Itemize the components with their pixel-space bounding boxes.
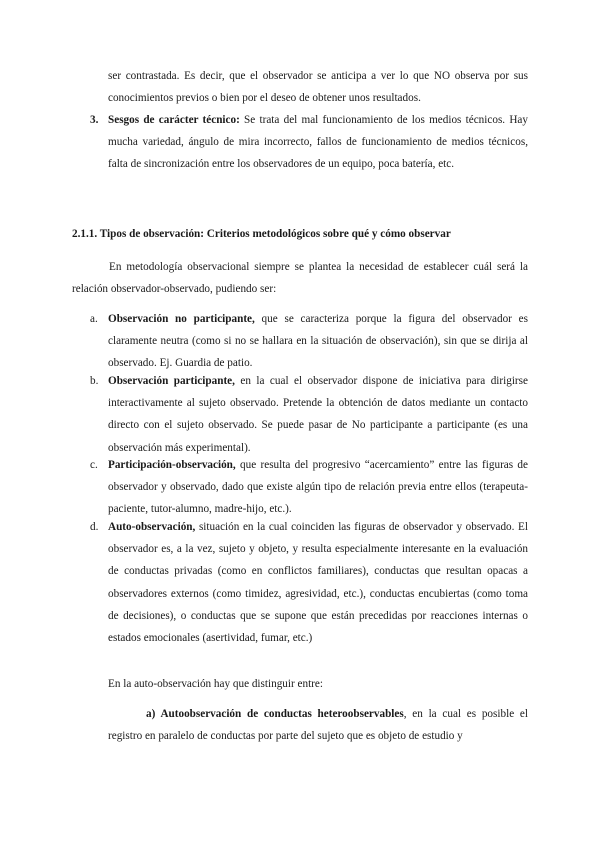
list-item-b bbox=[108, 370, 528, 459]
list-item-c bbox=[108, 454, 528, 521]
list-item-b-text: en la cual el observador dispone de iniciativa para dirigirse interactivamente al sujeto observado. Pretende la obtención de datos mediante un contacto directo con el sujeto observado. Se puede pasar de No participante a participante (es una observación más experimental). bbox=[108, 375, 528, 454]
list-item-3-text: Se trata del mal funcionamiento de los medios técnicos. Hay mucha variedad, ángulo de mira incorrecto, fallos de funcionamiento de medios técnicos, falta de sincronización entre los observadores de un equipo, poca batería, etc. bbox=[108, 114, 528, 171]
list-item-a bbox=[108, 308, 528, 375]
list-item-3 bbox=[108, 109, 528, 176]
sub-item-a-text: , en la cual es posible el registro en paralelo de conductas por parte del sujeto que es objeto de estudio y bbox=[108, 708, 528, 743]
sub-item-a bbox=[108, 703, 528, 747]
list-item-c-text: que resulta del progresivo “acercamiento” entre las figuras de observador y observado, dado que existe algún tipo de relación previa entre ellos (terapeuta-paciente, tutor-alumno, madre-hijo, etc.). bbox=[108, 459, 528, 516]
list-marker-d: d. bbox=[90, 521, 99, 533]
list-marker-c: c. bbox=[90, 459, 98, 471]
list-item-a-title: Observación no participante, bbox=[108, 313, 255, 325]
continuation-paragraph: ser contrastada. Es decir, que el observador se anticipa a ver lo que NO observa por sus conocimientos previos o bien por el deseo de obtener unos resultados. bbox=[108, 70, 528, 105]
list-item-3-title: Sesgos de carácter técnico: bbox=[108, 114, 240, 126]
list-marker-b: b. bbox=[90, 375, 99, 387]
sub-item-a-title: a) Autoobservación de conductas heteroobservables bbox=[146, 708, 404, 720]
section-heading: 2.1.1. Tipos de observación: Criterios metodológicos sobre qué y cómo observar bbox=[72, 228, 451, 240]
list-item-d bbox=[108, 516, 528, 649]
list-item-d-text: situación en la cual coinciden las figuras de observador y observado. El observador es, a la vez, sujeto y objeto, y resulta especialmente interesante en la evaluación de conductas privadas (como en conflictos familiares), conductas que resultan opacas a observadores externos (como timidez, agresividad, etc.), conductas encubiertas (como toma de decisiones), o conductas que se supone que están precedidas por reacciones internas o estados emocionales (asertividad, fumar, etc.) bbox=[108, 521, 528, 645]
list-marker-a: a. bbox=[90, 313, 98, 325]
list-item-b-title: Observación participante, bbox=[108, 375, 235, 387]
list-marker-3: 3. bbox=[90, 114, 99, 126]
list-item-a-text: que se caracteriza porque la figura del observador es claramente neutra (como si no se hallara en la situación de observación), sin que se dirija al observado. Ej. Guardia de patio. bbox=[108, 313, 528, 370]
list-item-d-title: Auto-observación, bbox=[108, 521, 196, 533]
list-item-c-title: Participación-observación, bbox=[108, 459, 236, 471]
intro-paragraph: En metodología observacional siempre se plantea la necesidad de establecer cuál será la relación observador-observado, pudiendo ser: bbox=[72, 261, 528, 296]
auto-observation-intro: En la auto-observación hay que distinguir entre: bbox=[108, 678, 323, 690]
